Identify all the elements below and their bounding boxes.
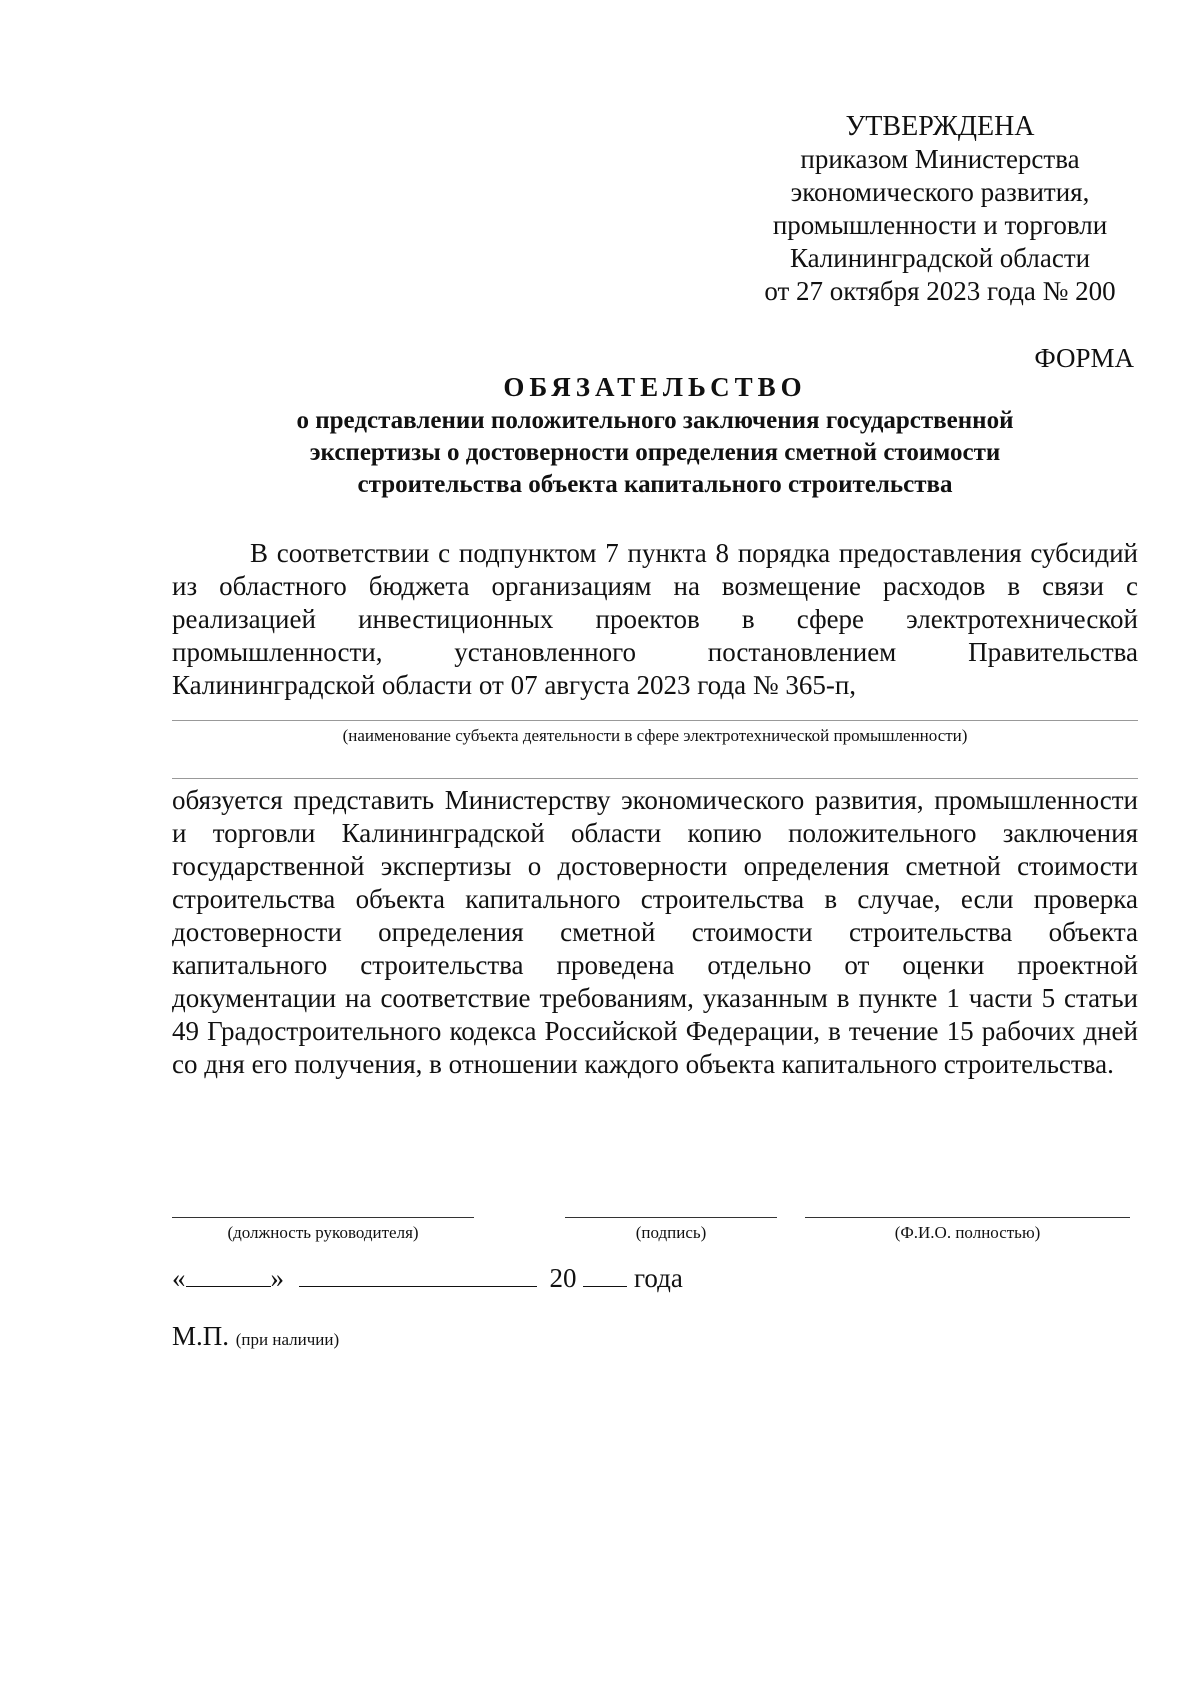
subject-name-line-2 — [172, 778, 1138, 779]
approval-block — [750, 110, 1130, 308]
subtitle-line: строительства объекта капитального строительства — [357, 471, 953, 498]
signature-caption: (подпись) — [635, 1223, 707, 1242]
approval-line: промышленности и торговли — [772, 210, 1108, 240]
day-blank — [186, 1262, 271, 1287]
month-blank — [299, 1262, 537, 1287]
position-caption: (должность руководителя) — [227, 1223, 419, 1242]
stamp-label: М.П. — [172, 1321, 230, 1351]
date-century: 20 — [549, 1263, 577, 1293]
full-name-caption: (Ф.И.О. полностью) — [894, 1223, 1041, 1242]
paragraph-preamble: В соответствии с подпунктом 7 пункта 8 порядка предоставления субсидий из областного бюджета организациям на возмещение расходов в связи с реализацией инвестиционных проектов в сфере электротехнической промышленности, установленного постановлением Правительства Калининградской области от 07 августа 2023 года № 365-п, — [172, 538, 1138, 700]
full-name-line — [805, 1217, 1130, 1218]
subject-name-line — [172, 720, 1138, 721]
approval-line: Калининградской области — [789, 243, 1091, 273]
subject-name-caption: (наименование субъекта деятельности в сфере электротехнической промышленности) — [342, 726, 968, 745]
document-subtitle — [170, 405, 1140, 501]
position-line — [172, 1217, 474, 1218]
stamp-place — [172, 1320, 339, 1356]
date-open-quote: « — [172, 1263, 186, 1293]
approval-line: приказом Министерства — [800, 144, 1080, 174]
date-close-quote: » — [270, 1263, 284, 1293]
date-year-word: года — [634, 1263, 683, 1293]
subtitle-line: о представлении положительного заключения государственной — [296, 407, 1014, 434]
approval-line: экономического развития, — [790, 177, 1090, 207]
year-blank — [583, 1262, 627, 1287]
approval-line: от 27 октября 2023 года № 200 — [764, 276, 1116, 306]
document-title: ОБЯЗАТЕЛЬСТВО — [503, 372, 807, 402]
approval-title: УТВЕРЖДЕНА — [845, 111, 1035, 142]
stamp-note: (при наличии) — [235, 1330, 340, 1349]
signature-line — [565, 1217, 777, 1218]
form-label: ФОРМА — [1034, 343, 1134, 373]
subtitle-line: экспертизы о достоверности определения сметной стоимости — [309, 439, 1001, 466]
date-row — [172, 1262, 683, 1295]
paragraph-obligation: обязуется представить Министерству экономического развития, промышленности и торговли Калининградской области копию положительного заключения государственной экспертизы о достоверности определения сметной стоимости строительства объекта капитального строительства в случае, если проверка достоверности определения сметной стоимости строительства объекта капитального строительства проведена отдельно от оценки проектной документации на соответствие требованиям, указанным в пункте 1 части 5 статьи 49 Градостроительного кодекса Российской Федерации, в течение 15 рабочих дней со дня его получения, в отношении каждого объекта капитального строительства. — [172, 785, 1138, 1079]
